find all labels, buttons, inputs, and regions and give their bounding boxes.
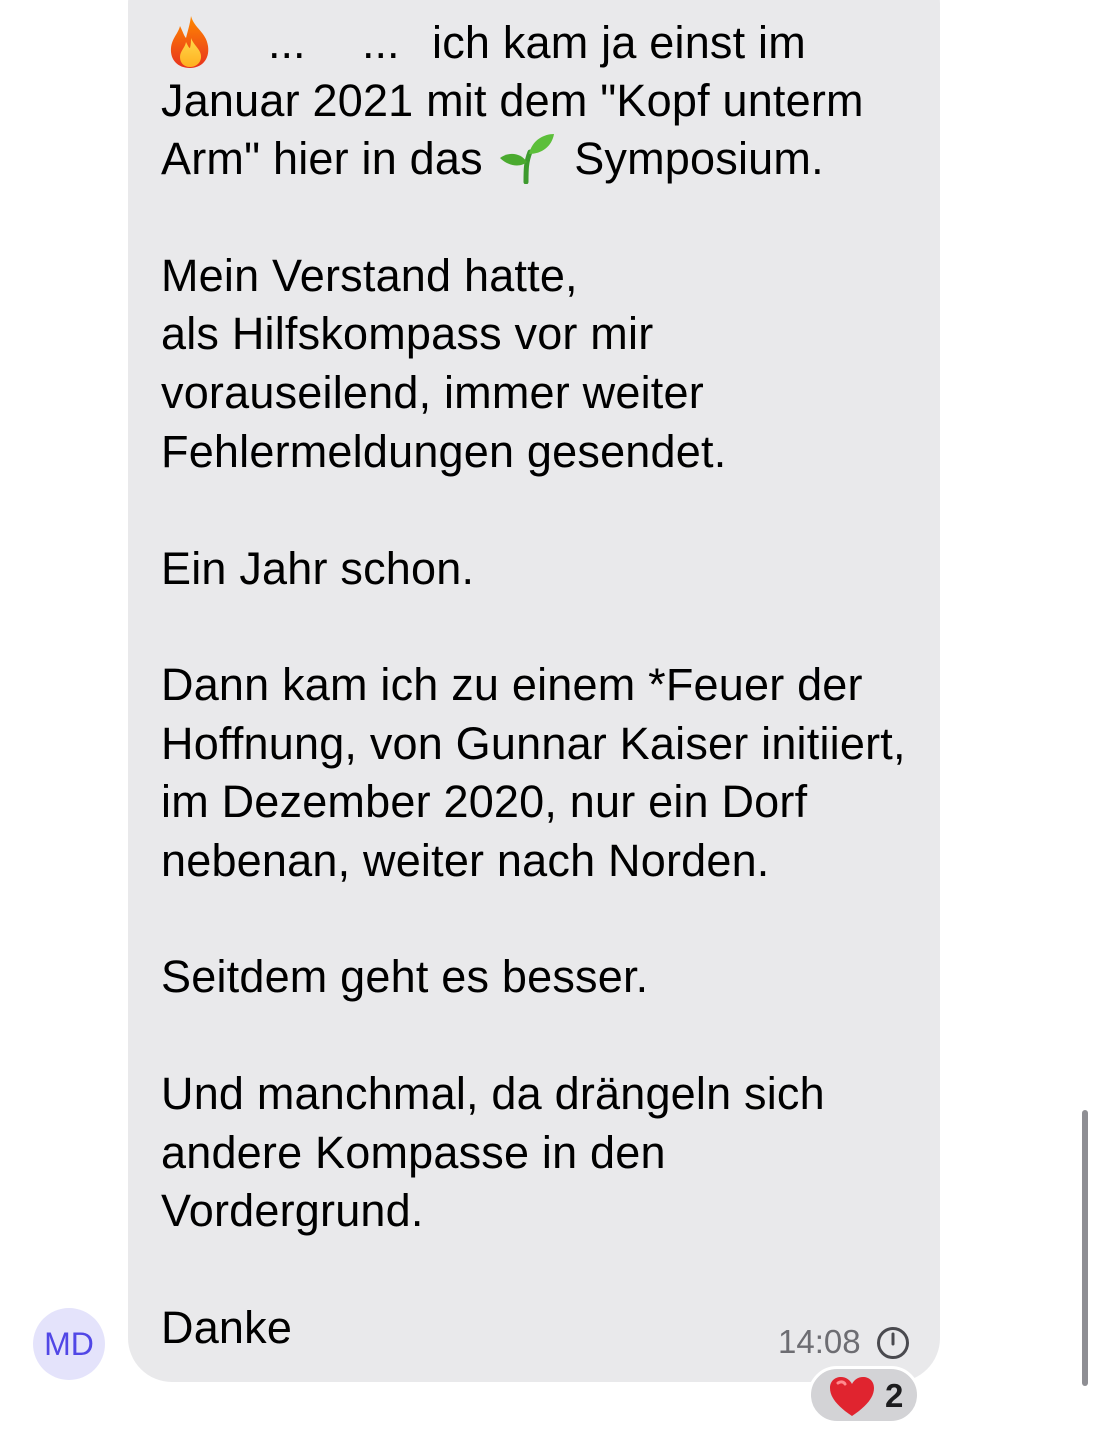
fire-emoji-icon [164, 14, 216, 70]
scrollbar[interactable] [1082, 1110, 1088, 1386]
message-line: Dann kam ich zu einem *Feuer der [161, 659, 863, 710]
message-line: als Hilfskompass vor mir [161, 308, 654, 359]
reaction-badge[interactable] [808, 1366, 920, 1424]
message-line: Vordergrund. [161, 1185, 424, 1236]
message-line: Hoffnung, von Gunnar Kaiser initiiert, [161, 718, 906, 769]
message-line: Ein Jahr schon. [161, 543, 475, 594]
message-line: ich kam ja einst im [432, 17, 806, 68]
seedling-emoji-icon [498, 132, 556, 184]
red-heart-icon [829, 1376, 875, 1418]
message-timestamp: 14:08 [778, 1323, 861, 1360]
message-line: Mein Verstand hatte, [161, 250, 578, 301]
avatar[interactable]: MD [33, 1308, 105, 1380]
message-line: andere Kompasse in den [161, 1127, 666, 1178]
message-line: Januar 2021 mit dem "Kopf unterm [161, 75, 864, 126]
message-line: Fehlermeldungen gesendet. [161, 426, 727, 477]
message-line: nebenan, weiter nach Norden. [161, 835, 770, 886]
message-line-with-emoji [161, 130, 824, 188]
clock-icon [876, 1326, 910, 1360]
message-line: im Dezember 2020, nur ein Dorf [161, 776, 808, 827]
message-line: Arm" hier in das [161, 133, 483, 184]
ellipsis-text: ... [268, 17, 306, 68]
message-line: Seitdem geht es besser. [161, 951, 649, 1002]
message-line: Symposium. [574, 133, 824, 184]
message-line: Danke [161, 1302, 293, 1353]
message-line: vorauseilend, immer weiter [161, 367, 704, 418]
reaction-count: 2 [885, 1377, 904, 1414]
message-line: Und manchmal, da drängeln sich [161, 1068, 825, 1119]
ellipsis-text: ... [362, 17, 400, 68]
